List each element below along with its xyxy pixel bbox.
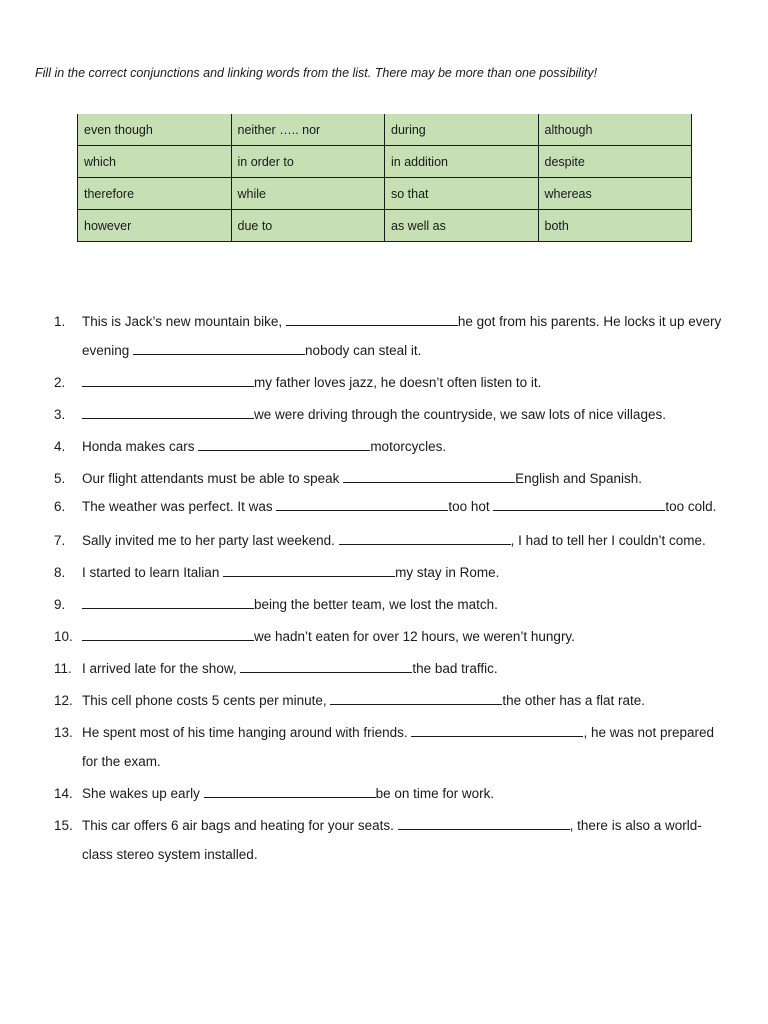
exercise-item xyxy=(0,654,768,683)
exercise-text: my stay in Rome. xyxy=(395,565,500,580)
exercise-number: 9. xyxy=(54,597,66,612)
word-bank-cell: despite xyxy=(538,146,692,178)
answer-blank[interactable] xyxy=(339,533,511,545)
exercise-item xyxy=(0,526,768,555)
answer-blank[interactable] xyxy=(82,375,254,387)
exercise-item xyxy=(0,497,768,517)
exercise-text: we hadn’t eaten for over 12 hours, we weren’t hungry. xyxy=(254,629,575,644)
exercise-number: 1. xyxy=(54,314,66,329)
word-bank-cell: although xyxy=(538,114,692,146)
exercise-text: This is Jack’s new mountain bike, xyxy=(82,314,286,329)
exercise-text: She wakes up early xyxy=(82,786,204,801)
exercise-item xyxy=(0,307,768,365)
exercise-item xyxy=(0,590,768,619)
exercise-number: 2. xyxy=(54,375,66,390)
exercise-text: nobody can steal it. xyxy=(305,343,422,358)
exercise-item xyxy=(0,811,768,869)
exercise-text: too cold. xyxy=(665,499,717,514)
exercise-text: The weather was perfect. It was xyxy=(82,499,277,514)
exercise-text: This cell phone costs 5 cents per minute, xyxy=(82,693,331,708)
exercise-text: I arrived late for the show, xyxy=(82,661,241,676)
exercise-text: I started to learn Italian xyxy=(82,565,224,580)
exercise-list xyxy=(0,307,768,872)
exercise-item xyxy=(0,779,768,808)
exercise-number: 15. xyxy=(54,818,73,833)
exercise-item xyxy=(0,368,768,397)
exercise-text: he got from his parents. He locks it up every evening xyxy=(82,314,722,358)
exercise-text: be on time for work. xyxy=(375,786,495,801)
exercise-number: 4. xyxy=(54,439,66,454)
exercise-text: motorcycles. xyxy=(370,439,447,454)
answer-blank[interactable] xyxy=(398,818,570,830)
exercise-number: 11. xyxy=(54,661,72,676)
exercise-number: 8. xyxy=(54,565,66,580)
word-bank-row xyxy=(78,178,692,210)
exercise-number: 3. xyxy=(54,407,66,422)
exercise-text: , I had to tell her I couldn’t come. xyxy=(510,533,706,548)
exercise-text: , there is also a world-class stereo system installed. xyxy=(82,818,702,862)
exercise-number: 6. xyxy=(54,499,66,514)
word-bank-cell: neither ….. nor xyxy=(231,114,385,146)
exercise-text: He spent most of his time hanging around with friends. xyxy=(82,725,412,740)
answer-blank[interactable] xyxy=(330,693,502,705)
exercise-text: we were driving through the countryside, we saw lots of nice villages. xyxy=(254,407,666,422)
answer-blank[interactable] xyxy=(343,471,515,483)
word-bank-cell: due to xyxy=(231,210,385,242)
word-bank-cell: in order to xyxy=(231,146,385,178)
answer-blank[interactable] xyxy=(204,786,376,798)
word-bank-cell: therefore xyxy=(78,178,232,210)
exercise-text: Sally invited me to her party last weekend. xyxy=(82,533,339,548)
word-bank-cell: which xyxy=(78,146,232,178)
exercise-text: the bad traffic. xyxy=(412,661,498,676)
exercise-text: the other has a flat rate. xyxy=(502,693,645,708)
exercise-number: 12. xyxy=(54,693,73,708)
answer-blank[interactable] xyxy=(82,629,254,641)
answer-blank[interactable] xyxy=(133,343,305,355)
exercise-text: too hot xyxy=(448,499,494,514)
answer-blank[interactable] xyxy=(411,725,583,737)
exercise-number: 7. xyxy=(54,533,66,548)
answer-blank[interactable] xyxy=(240,661,412,673)
word-bank-cell: however xyxy=(78,210,232,242)
exercise-text: my father loves jazz, he doesn’t often listen to it. xyxy=(254,375,542,390)
word-bank-cell: even though xyxy=(78,114,232,146)
exercise-item xyxy=(0,622,768,651)
word-bank-row xyxy=(78,114,692,146)
exercise-item xyxy=(0,718,768,776)
word-bank-cell: whereas xyxy=(538,178,692,210)
exercise-item xyxy=(0,432,768,461)
answer-blank[interactable] xyxy=(286,314,458,326)
exercise-item xyxy=(0,400,768,429)
exercise-item xyxy=(0,464,768,493)
exercise-number: 13. xyxy=(54,725,73,740)
word-bank-cell: while xyxy=(231,178,385,210)
exercise-text: This car offers 6 air bags and heating for your seats. xyxy=(82,818,398,833)
answer-blank[interactable] xyxy=(276,499,448,511)
exercise-text: being the better team, we lost the match. xyxy=(254,597,498,612)
answer-blank[interactable] xyxy=(82,407,254,419)
word-bank-row xyxy=(78,210,692,242)
answer-blank[interactable] xyxy=(493,499,665,511)
exercise-text: , he was not prepared for the exam. xyxy=(82,725,715,769)
word-bank-cell: during xyxy=(385,114,539,146)
exercise-text: English and Spanish. xyxy=(515,471,642,486)
word-bank-cell: as well as xyxy=(385,210,539,242)
instructions-text: Fill in the correct conjunctions and linking words from the list. There may be more than one possibility! xyxy=(35,66,598,80)
exercise-text: Honda makes cars xyxy=(82,439,199,454)
word-bank-row xyxy=(78,146,692,178)
answer-blank[interactable] xyxy=(223,565,395,577)
answer-blank[interactable] xyxy=(198,439,370,451)
word-bank-cell: in addition xyxy=(385,146,539,178)
exercise-item xyxy=(0,686,768,715)
exercise-number: 10. xyxy=(54,629,73,644)
exercise-number: 14. xyxy=(54,786,73,801)
word-bank-cell: both xyxy=(538,210,692,242)
exercise-text: Our flight attendants must be able to speak xyxy=(82,471,344,486)
word-bank-table xyxy=(77,114,692,242)
word-bank-cell: so that xyxy=(385,178,539,210)
exercise-item xyxy=(0,558,768,587)
answer-blank[interactable] xyxy=(82,597,254,609)
exercise-number: 5. xyxy=(54,471,66,486)
